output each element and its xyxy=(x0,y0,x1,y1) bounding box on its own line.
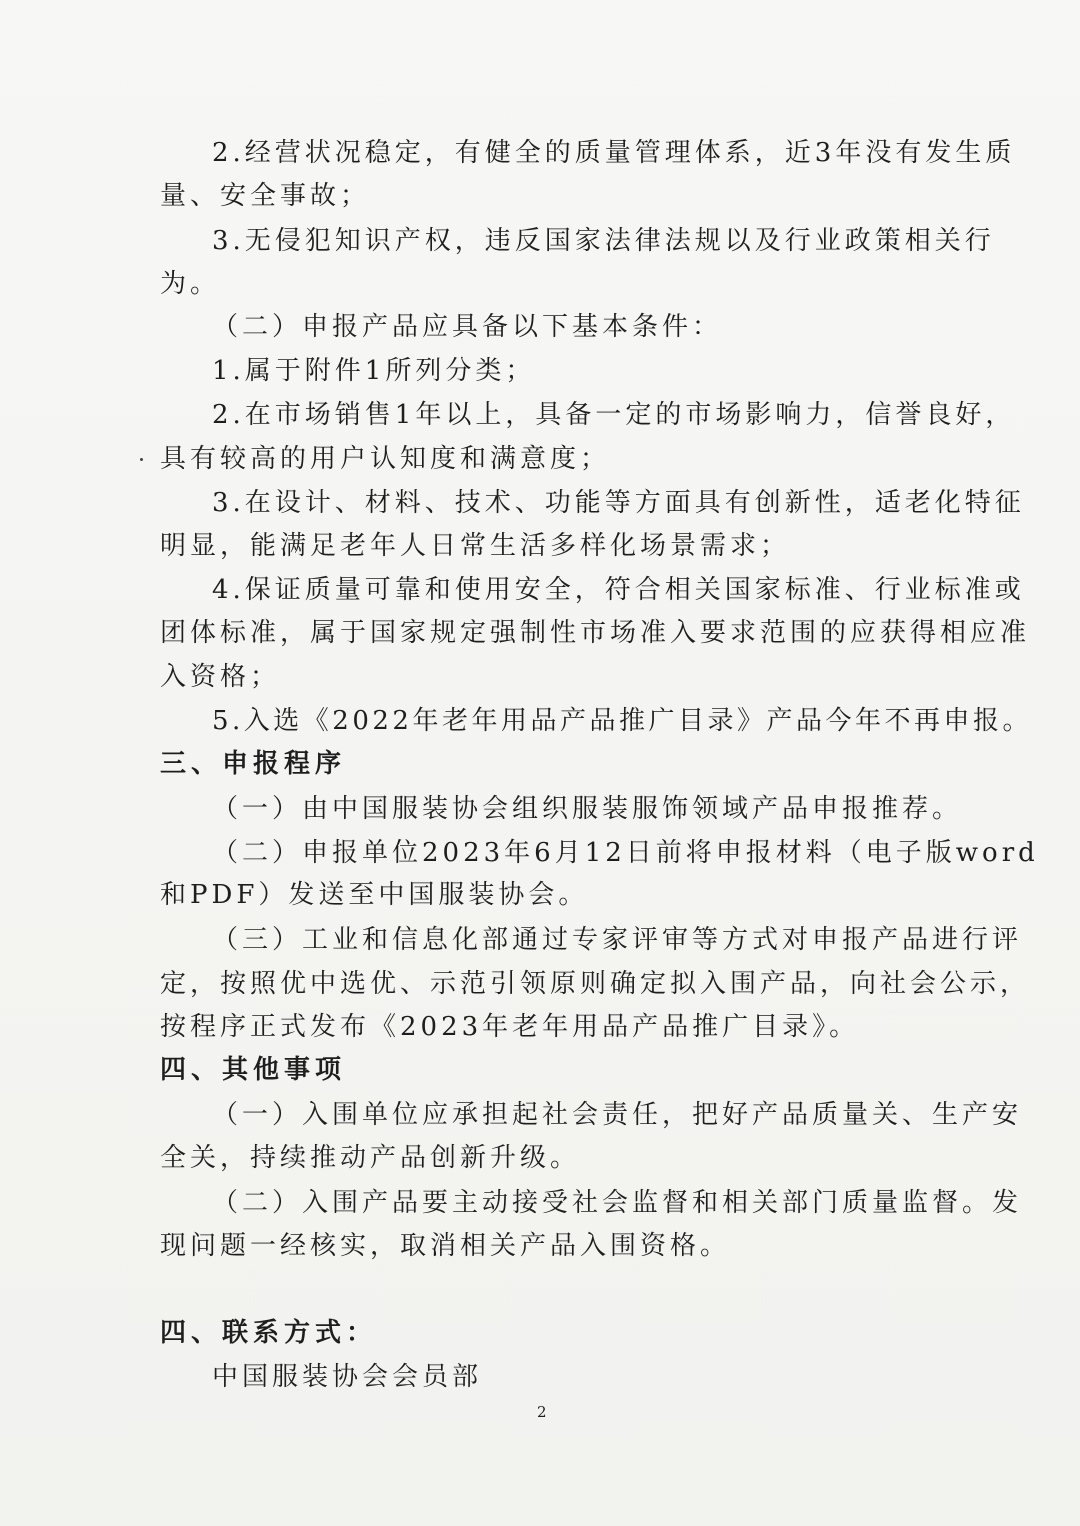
body-line: （一）入围单位应承担起社会责任，把好产品质量关、生产安 xyxy=(212,1100,1023,1130)
section-heading: 四、其他事项 xyxy=(160,1055,347,1085)
body-line: 和PDF）发送至中国服装协会。 xyxy=(160,880,589,910)
scan-speck xyxy=(140,458,143,461)
body-line: 按程序正式发布《2023年老年用品产品推广目录》。 xyxy=(160,1012,860,1042)
body-line: 3.无侵犯知识产权，违反国家法律法规以及行业政策相关行 xyxy=(212,226,995,256)
body-line: （二）申报单位2023年6月12日前将申报材料（电子版word xyxy=(212,838,1039,868)
body-line: （三）工业和信息化部通过专家评审等方式对申报产品进行评 xyxy=(212,925,1023,955)
body-line: 为。 xyxy=(160,269,221,299)
section-heading: 三、申报程序 xyxy=(160,749,347,779)
body-line: （一）由中国服装协会组织服装服饰领域产品申报推荐。 xyxy=(212,794,963,824)
body-line: 具有较高的用户认知度和满意度； xyxy=(160,444,611,474)
body-line: 2.在市场销售1年以上，具备一定的市场影响力，信誉良好， xyxy=(212,400,1016,430)
section-heading: 四、联系方式： xyxy=(160,1318,378,1348)
body-line: 定，按照优中选优、示范引领原则确定拟入围产品，向社会公示， xyxy=(160,969,1031,999)
body-line: 5.入选《2022年老年用品产品推广目录》产品今年不再申报。 xyxy=(212,706,1032,736)
subheading: （二）申报产品应具备以下基本条件： xyxy=(212,312,723,342)
body-line: 1.属于附件1所列分类； xyxy=(212,356,536,386)
page-number: 2 xyxy=(537,1403,547,1421)
body-line: 4.保证质量可靠和使用安全，符合相关国家标准、行业标准或 xyxy=(212,575,1025,605)
body-line: 3.在设计、材料、技术、功能等方面具有创新性，适老化特征 xyxy=(212,488,1025,518)
body-line: 明显，能满足老年人日常生活多样化场景需求； xyxy=(160,531,791,561)
body-line: 量、安全事故； xyxy=(160,181,371,211)
body-line: 团体标准，属于国家规定强制性市场准入要求范围的应获得相应准 xyxy=(160,618,1031,648)
body-line: 入资格； xyxy=(160,662,281,692)
body-line: （二）入围产品要主动接受社会监督和相关部门质量监督。发 xyxy=(212,1188,1023,1218)
body-line: 全关，持续推动产品创新升级。 xyxy=(160,1143,581,1173)
contact-line: 中国服装协会会员部 xyxy=(212,1362,483,1392)
body-line: 现问题一经核实，取消相关产品入围资格。 xyxy=(160,1231,731,1261)
body-line: 2.经营状况稳定，有健全的质量管理体系，近3年没有发生质 xyxy=(212,138,1016,168)
